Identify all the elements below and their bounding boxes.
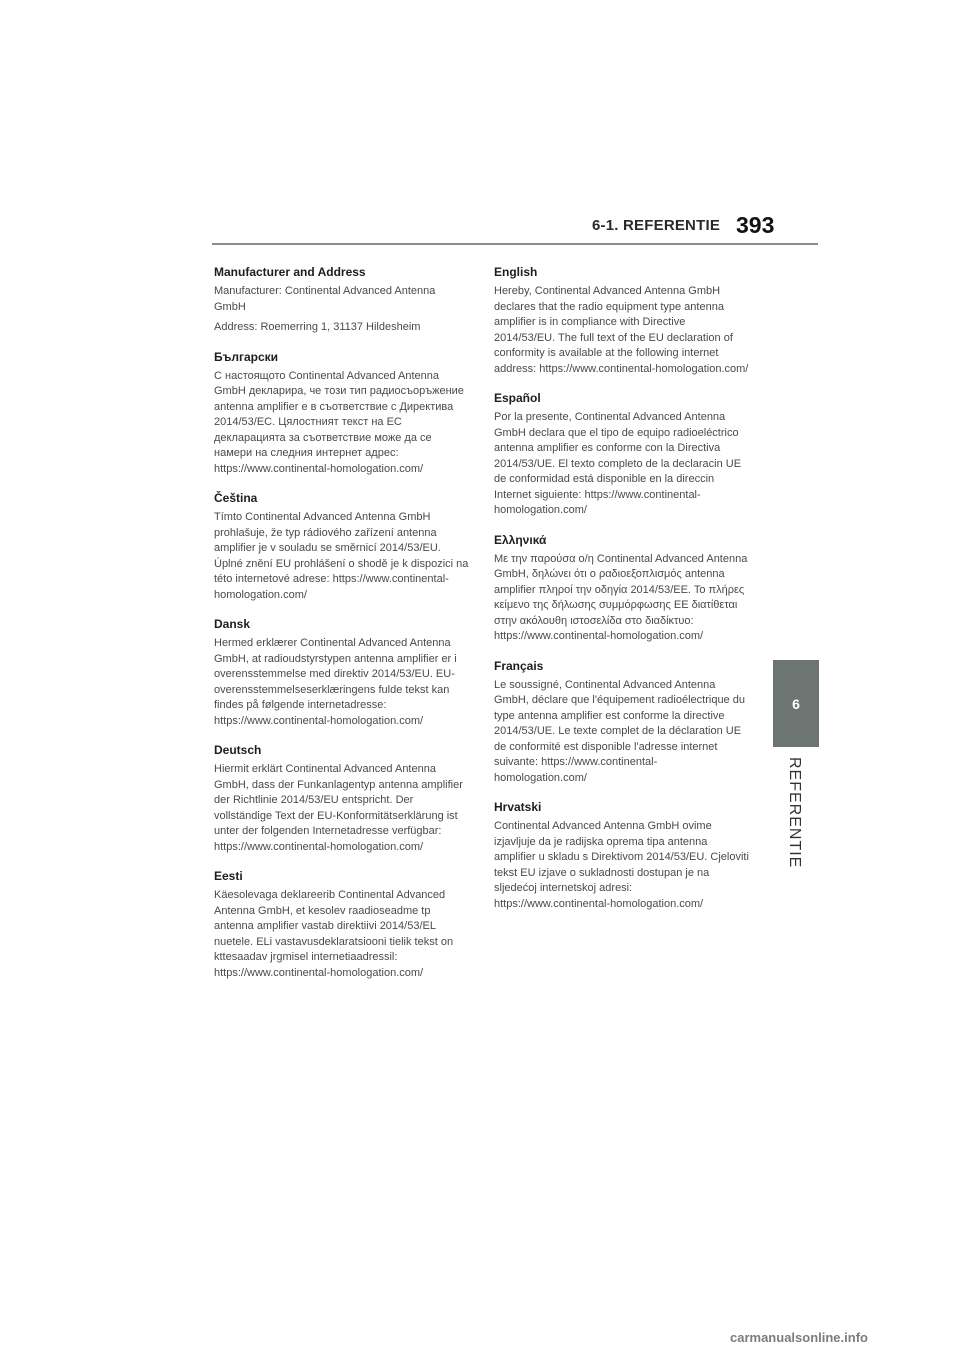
section-greek [494,533,749,645]
section-danish [214,617,469,729]
section-text: Με την παρούσα ο/η Continental Advanced Antenna GmbH, δηλώνει ότι ο ραδιοεξοπλισμός antenna amplifier πληροί την οδηγία 2014/53/ΕΕ. Το πλήρες κείμενο της δήλωσης συμμόρφωσης ΕΕ διατίθεται στην ακόλουθη ιστοσελίδα στο διαδίκτυο: https://www.continental-homologation.com/ [494,552,748,642]
section-heading: Ελληνικά [494,532,547,547]
section-spanish [494,391,749,519]
section-text: Continental Advanced Antenna GmbH ovime izjavljuje da je radijska oprema tipa antenna amplifier u skladu s Direktivom 2014/53/EU. Cjeloviti tekst EU izjave o sukladnosti dostupan je na sljedećoj internetskoj adresi: https://www.continental-homologation.com/ [494,820,749,910]
section-french [494,659,749,787]
section-text: Käesolevaga deklareerib Continental Advanced Antenna GmbH, et kesolev raadioseadme tp antenna amplifier vastab direktiivi 2014/53/EL nuetele. ELi vastavusdeklaratsiooni tielik tekst on kttesaadav jrgmisel internetiaadressil: https://www.continental-homologation.com/ [214,889,454,979]
section-czech [214,491,469,603]
section-text: Manufacturer: Continental Advanced Antenna GmbH [214,285,436,313]
section-heading: Čeština [214,491,258,505]
site-watermark: carmanualsonline.info [730,1330,868,1345]
section-heading: Français [494,658,544,673]
section-text: Hiermit erklärt Continental Advanced Antenna GmbH, dass der Funkanlagentyp antenna amplifier der Richtlinie 2014/53/EU entspricht. Der vollständige Text der EU-Konformitätserklärung ist unter der folgenden Internetadresse verfügbar: https://www.continental-homologation.com/ [214,763,463,853]
section-bulgarian [214,350,469,478]
section-text: Address: Roemerring 1, 31137 Hildesheim [214,321,421,333]
section-heading: Eesti [214,869,243,883]
section-english [494,265,749,377]
section-text: Hermed erklærer Continental Advanced Antenna GmbH, at radioudstyrstypen antenna amplifier er i overensstemmelse med direktiv 2014/53/EU. EU-overensstemmelseserklæringens fulde tekst kan findes på følgende internetadresse: https://www.continental-homologation.com/ [214,637,457,727]
section-heading: Hrvatski [494,800,542,814]
section-text: С настоящото Continental Advanced Antenna GmbH декларира, че този тип радиосъоръжение antenna amplifier е в съответствие с Директива 2014/53/ЕС. Цялостният текст на ЕС декларацията за съответствие може да се намери на следния интернет адрес: https://www.continental-homologation.com/ [214,369,464,475]
section-text: Tímto Continental Advanced Antenna GmbH prohlašuje, že typ rádiového zařízení antenna amplifier je v souladu se směrnicí 2014/53/EU. Úplné znění EU prohlášení o shodě je k dispozici na této internetové adrese: https://www.continental-homologation.com/ [214,511,469,601]
section-text: Le soussigné, Continental Advanced Antenna GmbH, déclare que l'équipement radioélectrique du type antenna amplifier est conforme la directive 2014/53/UE. Le texte complet de la déclaration UE de conformité est disponible l'adresse internet suivante: https://www.continental-homologation.com/ [494,678,745,784]
section-estonian [214,869,469,981]
section-heading: Manufacturer and Address [214,265,366,279]
section-header: 6-1. REFERENTIE [592,217,721,234]
section-croatian [494,800,749,912]
right-column [494,265,749,926]
chapter-tab[interactable] [773,660,819,747]
header-divider [212,243,818,245]
section-heading: English [494,265,538,279]
section-heading: Español [494,391,541,405]
page-number: 393 [736,212,775,238]
section-text: Hereby, Continental Advanced Antenna GmbH declares that the radio equipment type antenna amplifier is in compliance with Directive 2014/53/EU. The full text of the EU declaration of conformity is available at the following internet address: https://www.continental-homologation.com/ [494,285,749,375]
section-heading: Deutsch [214,743,262,757]
left-column [214,265,469,995]
section-german [214,743,469,855]
section-manufacturer [214,265,469,336]
chapter-tab-number: 6 [792,695,800,712]
section-heading: Dansk [214,617,251,631]
section-text: Por la presente, Continental Advanced Antenna GmbH declara que el tipo de equipo radioeléctrico antenna amplifier es conforme con la Directiva 2014/53/UE. El texto completo de la declaracin UE de conformidad está disponible en la direccin Internet siguiente: https://www.continental-homologation.com/ [494,411,742,516]
section-heading: Български [214,349,279,364]
chapter-tab-label: REFERENTIE [786,757,803,869]
